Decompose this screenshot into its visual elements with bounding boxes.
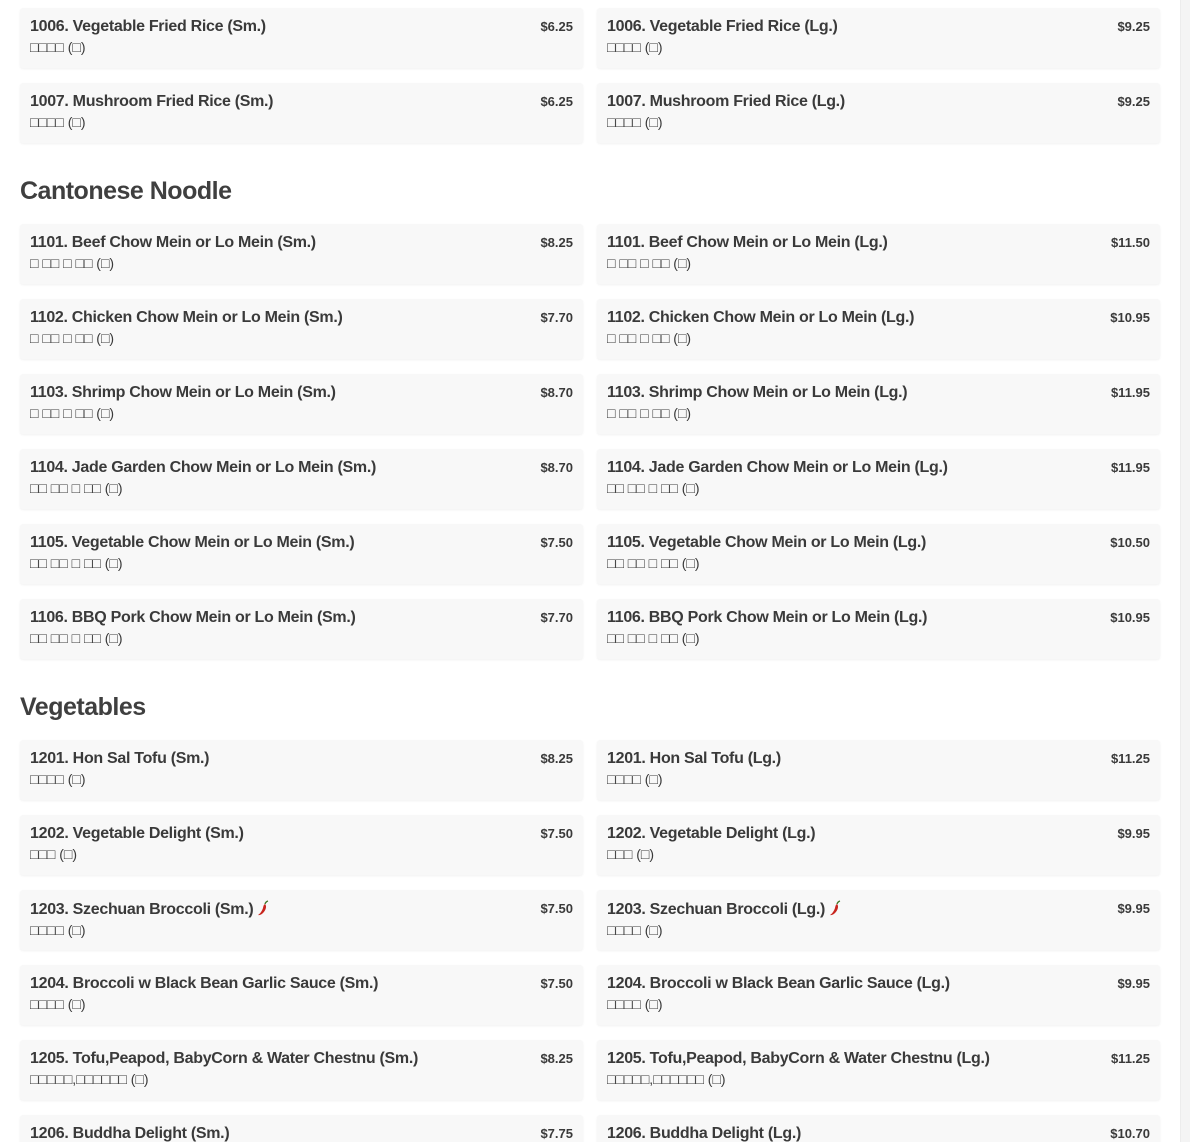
menu-item-card[interactable]	[20, 890, 583, 950]
menu-item-name: 1007. Mushroom Fried Rice (Lg.)	[607, 93, 845, 110]
menu-item-name: 1101. Beef Chow Mein or Lo Mein (Sm.)	[30, 234, 316, 251]
menu-item-price: $9.25	[1117, 94, 1150, 109]
menu-item-name: 1106. BBQ Pork Chow Mein or Lo Mein (Lg.)	[607, 609, 928, 626]
menu-item-chinese-name: □□□□ (□)	[30, 922, 86, 938]
menu-item-price: $6.25	[540, 94, 573, 109]
menu-item-name: 1206. Buddha Delight (Sm.)	[30, 1125, 230, 1142]
menu-item-chinese-name: □□□□ (□)	[30, 114, 86, 130]
menu-item-chinese-name: □ □□ □ □□ (□)	[607, 255, 692, 271]
menu-item-price: $6.25	[540, 19, 573, 34]
menu-item-card[interactable]	[597, 890, 1160, 950]
menu-item-price: $11.95	[1110, 460, 1150, 475]
menu-item-name: 1102. Chicken Chow Mein or Lo Mein (Lg.)	[607, 309, 915, 326]
section-title: Vegetables	[20, 693, 146, 721]
menu-item-price: $9.95	[1117, 826, 1150, 841]
menu-item-card[interactable]	[597, 374, 1160, 434]
section-title: Cantonese Noodle	[20, 177, 232, 205]
menu-item-chinese-name: □□□□ (□)	[607, 771, 663, 787]
scrollbar[interactable]	[1180, 0, 1190, 1142]
menu-item-chinese-name: □□□□ (□)	[30, 996, 86, 1012]
menu-item-chinese-name: □□□□ (□)	[607, 996, 663, 1012]
menu-item-name: 1201. Hon Sal Tofu (Sm.)	[30, 750, 210, 767]
menu-item-price: $10.50	[1110, 535, 1150, 550]
menu-item-name: 1206. Buddha Delight (Lg.)	[607, 1125, 801, 1142]
menu-item-chinese-name: □□ □□ □ □□ (□)	[607, 480, 700, 496]
menu-item-price: $10.95	[1110, 310, 1150, 325]
menu-item-price: $7.50	[540, 976, 573, 991]
menu-item-chinese-name: □□□ (□)	[607, 846, 655, 862]
menu-item-name: 1202. Vegetable Delight (Lg.)	[607, 825, 816, 842]
menu-item-chinese-name: □□ □□ □ □□ (□)	[607, 555, 700, 571]
menu-item-name: 1104. Jade Garden Chow Mein or Lo Mein (Sm.)	[30, 459, 376, 476]
menu-item-chinese-name: □□□□□,□□□□□□ (□)	[607, 1071, 726, 1087]
menu-item-name: 1203. Szechuan Broccoli (Sm.)	[30, 901, 254, 918]
menu-item-card[interactable]	[20, 224, 583, 284]
menu-item-name: 1205. Tofu,Peapod, BabyCorn & Water Chestnu (Lg.)	[607, 1050, 990, 1067]
menu-item-name: 1006. Vegetable Fried Rice (Lg.)	[607, 18, 838, 35]
menu-item-name: 1205. Tofu,Peapod, BabyCorn & Water Chestnu (Sm.)	[30, 1050, 419, 1067]
menu-item-card[interactable]	[597, 740, 1160, 800]
menu-item-price: $8.25	[540, 235, 573, 250]
menu-item-chinese-name: □□□□ (□)	[607, 114, 663, 130]
menu-item-chinese-name: □ □□ □ □□ (□)	[30, 330, 115, 346]
menu-item-chinese-name: □□□□ (□)	[30, 771, 86, 787]
menu-item-name: 1104. Jade Garden Chow Mein or Lo Mein (Lg.)	[607, 459, 948, 476]
menu-item-chinese-name: □□ □□ □ □□ (□)	[30, 480, 123, 496]
menu-item-card[interactable]	[20, 815, 583, 875]
menu-item-card[interactable]	[20, 83, 583, 143]
menu-item-name: 1201. Hon Sal Tofu (Lg.)	[607, 750, 781, 767]
menu-item-chinese-name: □ □□ □ □□ (□)	[607, 405, 692, 421]
menu-item-card[interactable]	[597, 1040, 1160, 1100]
menu-item-card[interactable]	[20, 374, 583, 434]
menu-item-chinese-name: □□□□□,□□□□□□ (□)	[30, 1071, 149, 1087]
menu-item-price: $9.95	[1117, 976, 1150, 991]
menu-item-name: 1103. Shrimp Chow Mein or Lo Mein (Sm.)	[30, 384, 336, 401]
menu-item-price: $8.25	[540, 1051, 573, 1066]
menu-item-chinese-name: □ □□ □ □□ (□)	[30, 255, 115, 271]
menu-item-name: 1101. Beef Chow Mein or Lo Mein (Lg.)	[607, 234, 888, 251]
menu-item-chinese-name: □ □□ □ □□ (□)	[30, 405, 115, 421]
menu-item-price: $7.50	[540, 826, 573, 841]
menu-item-chinese-name: □□□ (□)	[30, 846, 78, 862]
menu-item-card[interactable]	[20, 1040, 583, 1100]
menu-item-price: $8.25	[540, 751, 573, 766]
menu-item-card[interactable]	[597, 8, 1160, 68]
menu-item-card[interactable]	[20, 965, 583, 1025]
menu-item-chinese-name: □□□□ (□)	[607, 922, 663, 938]
menu-item-name: 1204. Broccoli w Black Bean Garlic Sauce (Sm.)	[30, 975, 379, 992]
menu-item-chinese-name: □□ □□ □ □□ (□)	[30, 630, 123, 646]
menu-item-card[interactable]	[20, 449, 583, 509]
menu-item-card[interactable]	[597, 965, 1160, 1025]
menu-item-card[interactable]	[597, 224, 1160, 284]
menu-grid	[20, 224, 1160, 659]
menu-item-card[interactable]	[597, 815, 1160, 875]
menu-item-card[interactable]	[20, 8, 583, 68]
menu-item-price: $8.70	[540, 385, 573, 400]
menu-item-name: 1006. Vegetable Fried Rice (Sm.)	[30, 18, 266, 35]
menu-item-chinese-name: □□□□ (□)	[607, 39, 663, 55]
menu-item-card[interactable]	[20, 599, 583, 659]
menu-item-card[interactable]	[20, 299, 583, 359]
chili-pepper-icon	[829, 900, 841, 916]
menu-item-price: $7.70	[540, 310, 573, 325]
menu-item-card[interactable]	[597, 299, 1160, 359]
menu-item-chinese-name: □ □□ □ □□ (□)	[607, 330, 692, 346]
menu-item-name: 1103. Shrimp Chow Mein or Lo Mein (Lg.)	[607, 384, 908, 401]
menu-item-price: $7.75	[540, 1126, 573, 1141]
menu-item-price: $8.70	[540, 460, 573, 475]
menu-item-name: 1202. Vegetable Delight (Sm.)	[30, 825, 244, 842]
menu-content	[20, 8, 1160, 1142]
menu-item-price: $11.50	[1110, 235, 1150, 250]
menu-item-price: $11.25	[1110, 1051, 1150, 1066]
menu-item-price: $9.25	[1117, 19, 1150, 34]
menu-grid	[20, 8, 1160, 143]
menu-item-card[interactable]	[597, 449, 1160, 509]
menu-item-chinese-name: □□□□ (□)	[30, 39, 86, 55]
menu-item-price: $10.95	[1110, 610, 1150, 625]
chili-pepper-icon	[257, 900, 269, 916]
menu-item-name: 1203. Szechuan Broccoli (Lg.)	[607, 901, 826, 918]
menu-item-card[interactable]	[597, 599, 1160, 659]
menu-item-card[interactable]	[597, 1115, 1160, 1142]
menu-item-chinese-name: □□ □□ □ □□ (□)	[607, 630, 700, 646]
menu-item-name: 1105. Vegetable Chow Mein or Lo Mein (Sm.)	[30, 534, 355, 551]
menu-item-price: $7.70	[540, 610, 573, 625]
menu-item-name: 1204. Broccoli w Black Bean Garlic Sauce (Lg.)	[607, 975, 950, 992]
menu-item-card[interactable]	[597, 83, 1160, 143]
menu-item-price: $11.95	[1110, 385, 1150, 400]
menu-item-price: $11.25	[1110, 751, 1150, 766]
menu-item-name: 1106. BBQ Pork Chow Mein or Lo Mein (Sm.)	[30, 609, 356, 626]
menu-item-card[interactable]	[20, 524, 583, 584]
menu-item-card[interactable]	[597, 524, 1160, 584]
menu-grid	[20, 740, 1160, 1142]
menu-item-name: 1102. Chicken Chow Mein or Lo Mein (Sm.)	[30, 309, 343, 326]
menu-item-price: $7.50	[540, 535, 573, 550]
menu-item-card[interactable]	[20, 1115, 583, 1142]
menu-item-price: $7.50	[540, 901, 573, 916]
menu-item-price: $10.70	[1110, 1126, 1150, 1141]
menu-item-name: 1007. Mushroom Fried Rice (Sm.)	[30, 93, 274, 110]
menu-item-card[interactable]	[20, 740, 583, 800]
menu-item-chinese-name: □□ □□ □ □□ (□)	[30, 555, 123, 571]
menu-item-price: $9.95	[1117, 901, 1150, 916]
menu-item-name: 1105. Vegetable Chow Mein or Lo Mein (Lg.)	[607, 534, 927, 551]
